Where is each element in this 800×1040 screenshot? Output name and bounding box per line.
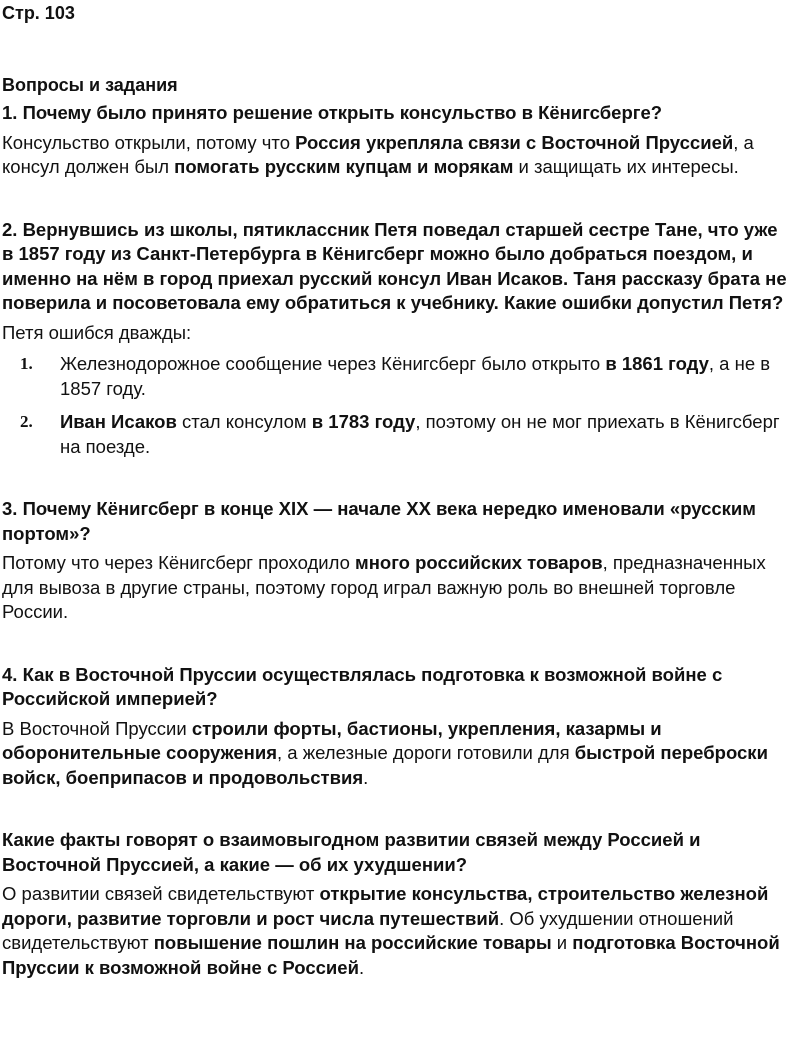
answer-text: , поэтому он не мог приехать в Кёнигсберг на поезде. — [60, 411, 780, 457]
list-number: 1. — [20, 354, 33, 373]
answer-4 — [2, 717, 800, 791]
list-item — [2, 352, 800, 401]
answer-emphasis: в 1861 году — [605, 353, 709, 374]
answer-text: Консульство открыли, потому что — [2, 131, 296, 153]
answer-text: Железнодорожное сообщение через Кёнигсберг было открыто — [60, 353, 606, 374]
answer-3 — [2, 551, 800, 625]
answer-5 — [2, 882, 800, 980]
section-title: Вопросы и задания — [2, 75, 178, 95]
question-block-1 — [2, 101, 800, 180]
page-number: Стр. 103 — [2, 3, 75, 23]
answer-text: , предназначенных для вывоза в другие страны, поэтому город играл важную роль во внешней торговле России. — [2, 552, 766, 622]
answer-text: , а железные дороги готовили для — [277, 742, 575, 763]
answer-text: , а консул должен был — [2, 131, 754, 177]
question-3: 3. Почему Кёнигсберг в конце XIX — начале XX века нередко именовали «русским портом»? — [2, 498, 756, 544]
answer-emphasis: Россия укрепляла связи с Восточной Пруссией — [295, 131, 734, 153]
answer-2-intro: Петя ошибся дважды: — [2, 321, 192, 343]
answer-text: и защищать их интересы. — [513, 156, 739, 177]
answer-emphasis: открытие консульства, строительство железной дороги, развитие торговли и рост числа путешествий — [2, 883, 769, 929]
answer-emphasis: подготовка Восточной Пруссии к возможной войне с Россией — [2, 932, 780, 978]
answer-text: О развитии связей свидетельствуют — [2, 883, 320, 904]
list-item — [2, 410, 800, 459]
answer-2-list — [2, 352, 800, 459]
question-2: 2. Вернувшись из школы, пятиклассник Петя поведал старшей сестре Тане, что уже в 1857 году из Санкт-Петербурга в Кёнигсберг можно было добраться поездом, и именно на нём в город приехал русский консул Иван Исаков. Таня рассказу брата не поверила и посоветовала ему обратиться к учебнику. Какие ошибки допустил Петя? — [2, 218, 787, 313]
answer-emphasis: быстрой переброски войск, боеприпасов и продовольствия — [2, 742, 768, 788]
answer-emphasis: много российских товаров — [355, 552, 603, 573]
question-block-4 — [2, 663, 800, 791]
answer-text: и — [551, 932, 573, 953]
answer-emphasis: Иван Исаков — [60, 411, 177, 432]
question-block-2 — [2, 218, 800, 460]
answer-text: Потому что через Кёнигсберг проходило — [2, 552, 356, 573]
answer-1 — [2, 131, 800, 180]
answer-emphasis: повышение пошлин на российские товары — [153, 932, 552, 953]
question-block-3 — [2, 497, 800, 625]
answer-text: . — [363, 766, 369, 788]
question-5: Какие факты говорят о взаимовыгодном развитии связей между Россией и Восточной Пруссией, а какие — об их ухудшении? — [2, 829, 701, 875]
answer-emphasis: строили форты, бастионы, укрепления, казармы и оборонительные сооружения — [2, 717, 662, 763]
question-4: 4. Как в Восточной Пруссии осуществлялась подготовка к возможной войне с Российской империей? — [2, 663, 723, 709]
answer-text: . — [358, 956, 365, 978]
answer-emphasis: в 1783 году — [311, 411, 416, 432]
question-1: 1. Почему было принято решение открыть консульство в Кёнигсберге? — [2, 102, 663, 123]
question-block-5 — [2, 828, 800, 980]
answer-emphasis: помогать русским купцам и морякам — [174, 156, 514, 177]
answer-text: В Восточной Пруссии — [2, 717, 192, 739]
answer-text: , а не в 1857 году. — [60, 353, 771, 399]
answer-text: . Об ухудшении отношений свидетельствуют — [2, 907, 734, 953]
answer-text: стал консулом — [176, 411, 312, 432]
list-number: 2. — [20, 412, 33, 431]
